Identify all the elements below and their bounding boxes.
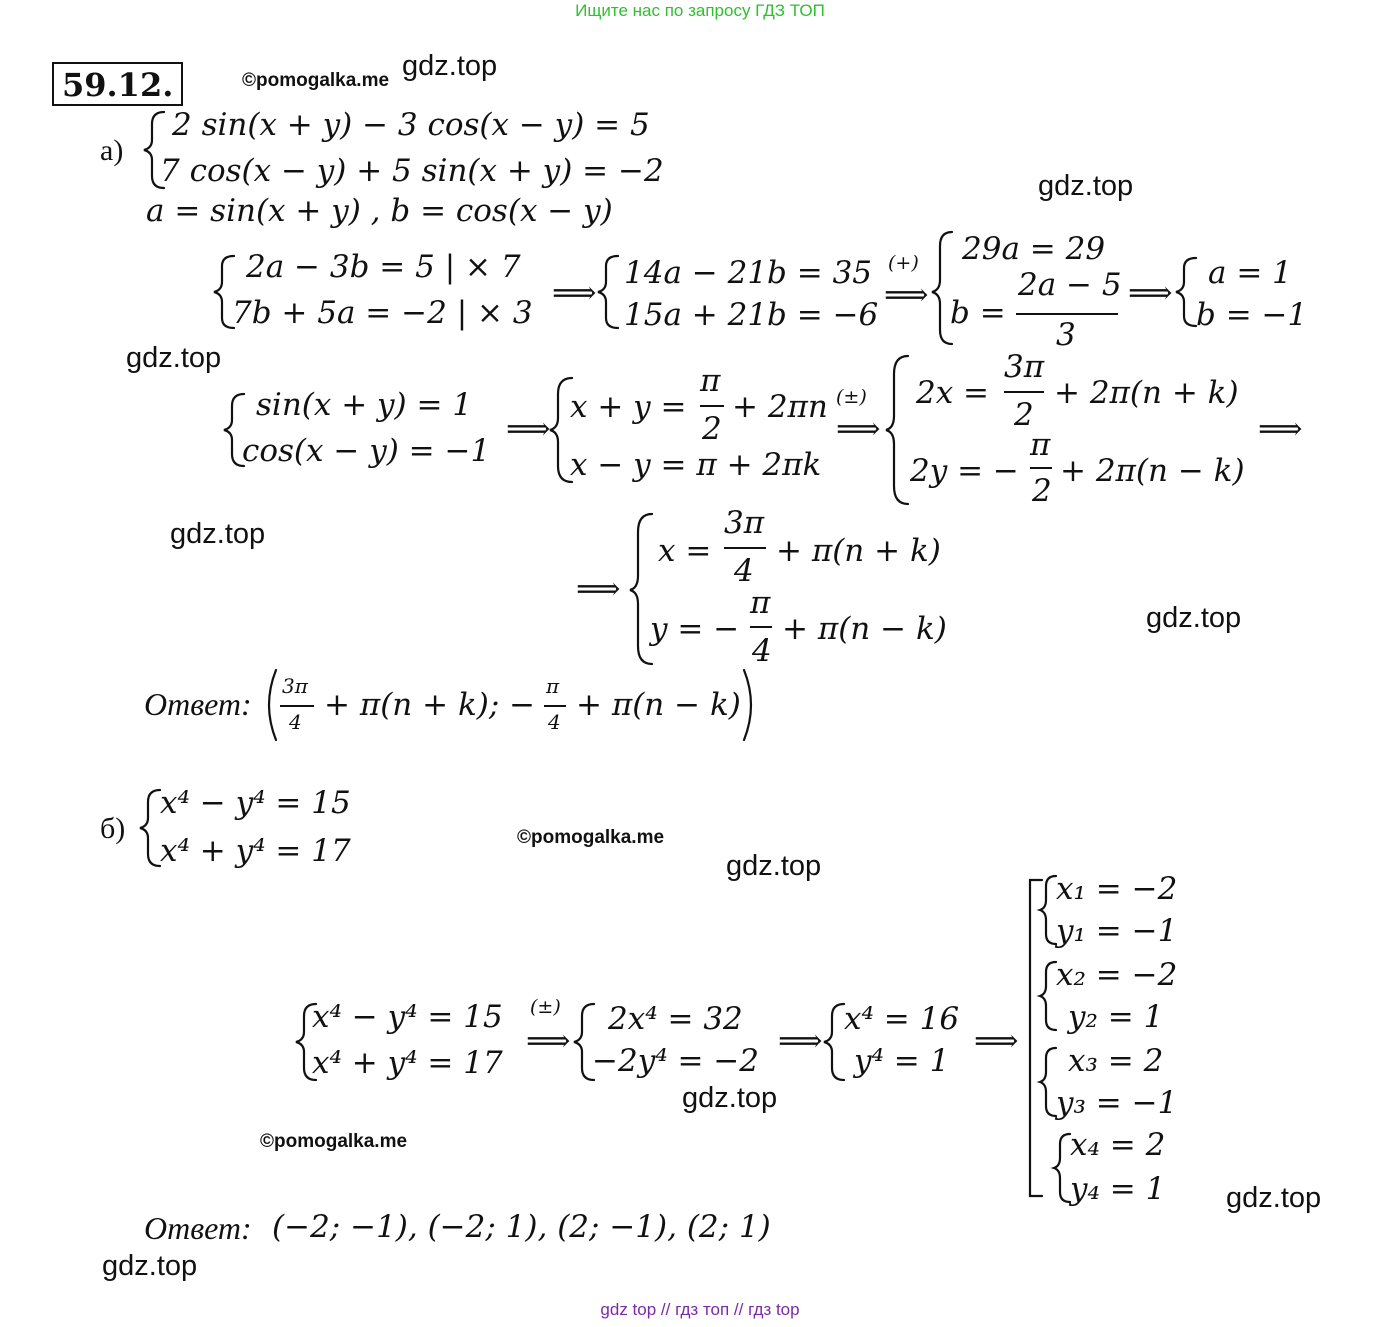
search-banner: Ищите нас по запросу ГДЗ ТОП <box>575 1 825 20</box>
substitution: a = sin(x + y) , b = cos(x − y) <box>146 193 613 229</box>
implies-arrow: ⟹ <box>836 411 881 447</box>
brace <box>550 378 572 482</box>
brace <box>1040 1048 1056 1116</box>
system-eq: 2a − 3b = 5 | × 7 <box>246 249 521 285</box>
answer-text: + π(n + k); − <box>324 687 536 723</box>
equation: + π(n − k) <box>782 611 947 647</box>
system-eq: x⁴ − y⁴ = 15 <box>312 999 503 1035</box>
answer-text: + π(n − k) <box>576 687 741 723</box>
equation: 29a = 29 <box>962 231 1106 267</box>
equation: y = − <box>650 611 740 647</box>
system-eq: a = 1 <box>1208 255 1292 291</box>
system-eq: cos(x − y) = −1 <box>242 433 491 469</box>
part-a-label: а) <box>100 134 124 167</box>
brace <box>1054 1134 1070 1202</box>
solution-eq: y₂ = 1 <box>1068 999 1164 1035</box>
fraction-denominator: 2 <box>702 411 722 447</box>
system-eq: 15a + 21b = −6 <box>624 297 879 333</box>
fraction-numerator: 3π <box>1004 349 1045 385</box>
watermark-pomogalka: ©pomogalka.me <box>260 1131 408 1152</box>
brace <box>140 790 160 866</box>
brace <box>1176 258 1196 326</box>
equation: b = <box>950 295 1006 331</box>
equation: x − y = π + 2πk <box>570 447 822 483</box>
watermark-pomogalka: ©pomogalka.me <box>517 827 665 848</box>
implies-arrow: ⟹ <box>506 411 551 447</box>
paren <box>744 670 751 740</box>
watermark-pomogalka: ©pomogalka.me <box>242 70 390 91</box>
system-eq: x⁴ − y⁴ = 15 <box>160 785 351 821</box>
answer-label: Ответ: <box>144 686 252 722</box>
system-eq: y⁴ = 1 <box>854 1043 950 1079</box>
paren <box>269 670 276 740</box>
solution-eq: y₁ = −1 <box>1056 913 1178 949</box>
brace <box>574 1004 594 1080</box>
brace <box>630 514 652 664</box>
equation: + 2π(n − k) <box>1060 453 1245 489</box>
brace <box>224 394 244 466</box>
system-eq: 7b + 5a = −2 | × 3 <box>232 295 533 331</box>
system-eq: 2x⁴ = 32 <box>608 1001 743 1037</box>
system-eq: b = −1 <box>1196 297 1308 333</box>
fraction-denominator: 3 <box>1056 317 1076 353</box>
solution-eq: x₂ = −2 <box>1056 957 1178 993</box>
equation: x + y = <box>570 389 687 425</box>
implies-arrow: ⟹ <box>1258 411 1303 447</box>
watermark-gdz: gdz.top <box>726 850 822 882</box>
implies-arrow: ⟹ <box>576 571 621 607</box>
answer-text: (−2; −1), (−2; 1), (2; −1), (2; 1) <box>272 1209 771 1245</box>
implies-arrow: ⟹ <box>884 277 929 313</box>
fraction-denominator: 2 <box>1014 397 1034 433</box>
solution-eq: x₄ = 2 <box>1070 1127 1166 1163</box>
system-eq: x⁴ = 16 <box>844 1001 960 1037</box>
fraction-denominator: 2 <box>1032 473 1052 509</box>
implies-arrow: ⟹ <box>1128 275 1173 311</box>
system-eq: x⁴ + y⁴ = 17 <box>160 833 351 869</box>
equation: x = <box>658 533 712 569</box>
fraction-numerator: 2a − 5 <box>1018 267 1122 303</box>
implies-arrow: ⟹ <box>526 1023 571 1059</box>
fraction-denominator: 4 <box>752 633 772 669</box>
fraction-numerator: 3π <box>724 505 765 541</box>
equation: + 2πn <box>732 389 828 425</box>
watermark-gdz: gdz.top <box>170 518 266 550</box>
system-eq: sin(x + y) = 1 <box>256 387 473 423</box>
footer-links[interactable]: gdz top // гдз топ // гдз top <box>600 1300 800 1319</box>
watermark-gdz: gdz.top <box>1226 1182 1322 1214</box>
watermark-gdz: gdz.top <box>102 1250 198 1282</box>
part-b-label: б) <box>100 812 126 845</box>
solution-eq: y₃ = −1 <box>1056 1085 1178 1121</box>
solution-bracket <box>1030 880 1042 1196</box>
brace <box>1040 876 1056 944</box>
system-eq: 2 sin(x + y) − 3 cos(x − y) = 5 <box>172 107 650 143</box>
watermark-gdz: gdz.top <box>126 342 222 374</box>
fraction-denominator: 4 <box>548 710 561 734</box>
problem-number: 59.12. <box>52 62 183 106</box>
fraction-denominator: 4 <box>289 710 302 734</box>
fraction-numerator: π <box>700 363 721 399</box>
brace <box>932 232 952 344</box>
brace <box>598 256 618 328</box>
brace <box>824 1004 844 1080</box>
equation: 2x = <box>916 375 990 411</box>
brace <box>214 256 234 328</box>
implies-arrow: ⟹ <box>974 1023 1019 1059</box>
watermark-gdz: gdz.top <box>1146 602 1242 634</box>
system-eq: −2y⁴ = −2 <box>592 1043 760 1079</box>
implies-arrow: ⟹ <box>552 275 597 311</box>
system-eq: 7 cos(x − y) + 5 sin(x + y) = −2 <box>160 153 664 189</box>
fraction-numerator: π <box>750 585 771 621</box>
fraction-numerator: π <box>546 674 560 698</box>
watermark-gdz: gdz.top <box>402 50 498 82</box>
implies-arrow: ⟹ <box>778 1023 823 1059</box>
solution-eq: x₁ = −2 <box>1056 871 1178 907</box>
plus-mark: (+) <box>888 252 919 274</box>
pm-mark: (±) <box>836 386 867 408</box>
fraction-numerator: π <box>1030 427 1051 463</box>
pm-mark: (±) <box>530 996 561 1018</box>
equation: + 2π(n + k) <box>1054 375 1239 411</box>
solution-eq: y₄ = 1 <box>1070 1171 1166 1207</box>
equation: + π(n + k) <box>776 533 941 569</box>
brace <box>886 356 908 504</box>
equation: 2y = − <box>910 453 1019 489</box>
answer-label: Ответ: <box>144 1210 252 1246</box>
system-eq: x⁴ + y⁴ = 17 <box>312 1045 503 1081</box>
solution-eq: x₃ = 2 <box>1068 1043 1164 1079</box>
fraction-denominator: 4 <box>734 553 754 589</box>
fraction-numerator: 3π <box>282 674 308 698</box>
watermark-gdz: gdz.top <box>1038 170 1134 202</box>
system-eq: 14a − 21b = 35 <box>624 255 873 291</box>
brace <box>1040 962 1056 1030</box>
watermark-gdz: gdz.top <box>682 1082 778 1114</box>
